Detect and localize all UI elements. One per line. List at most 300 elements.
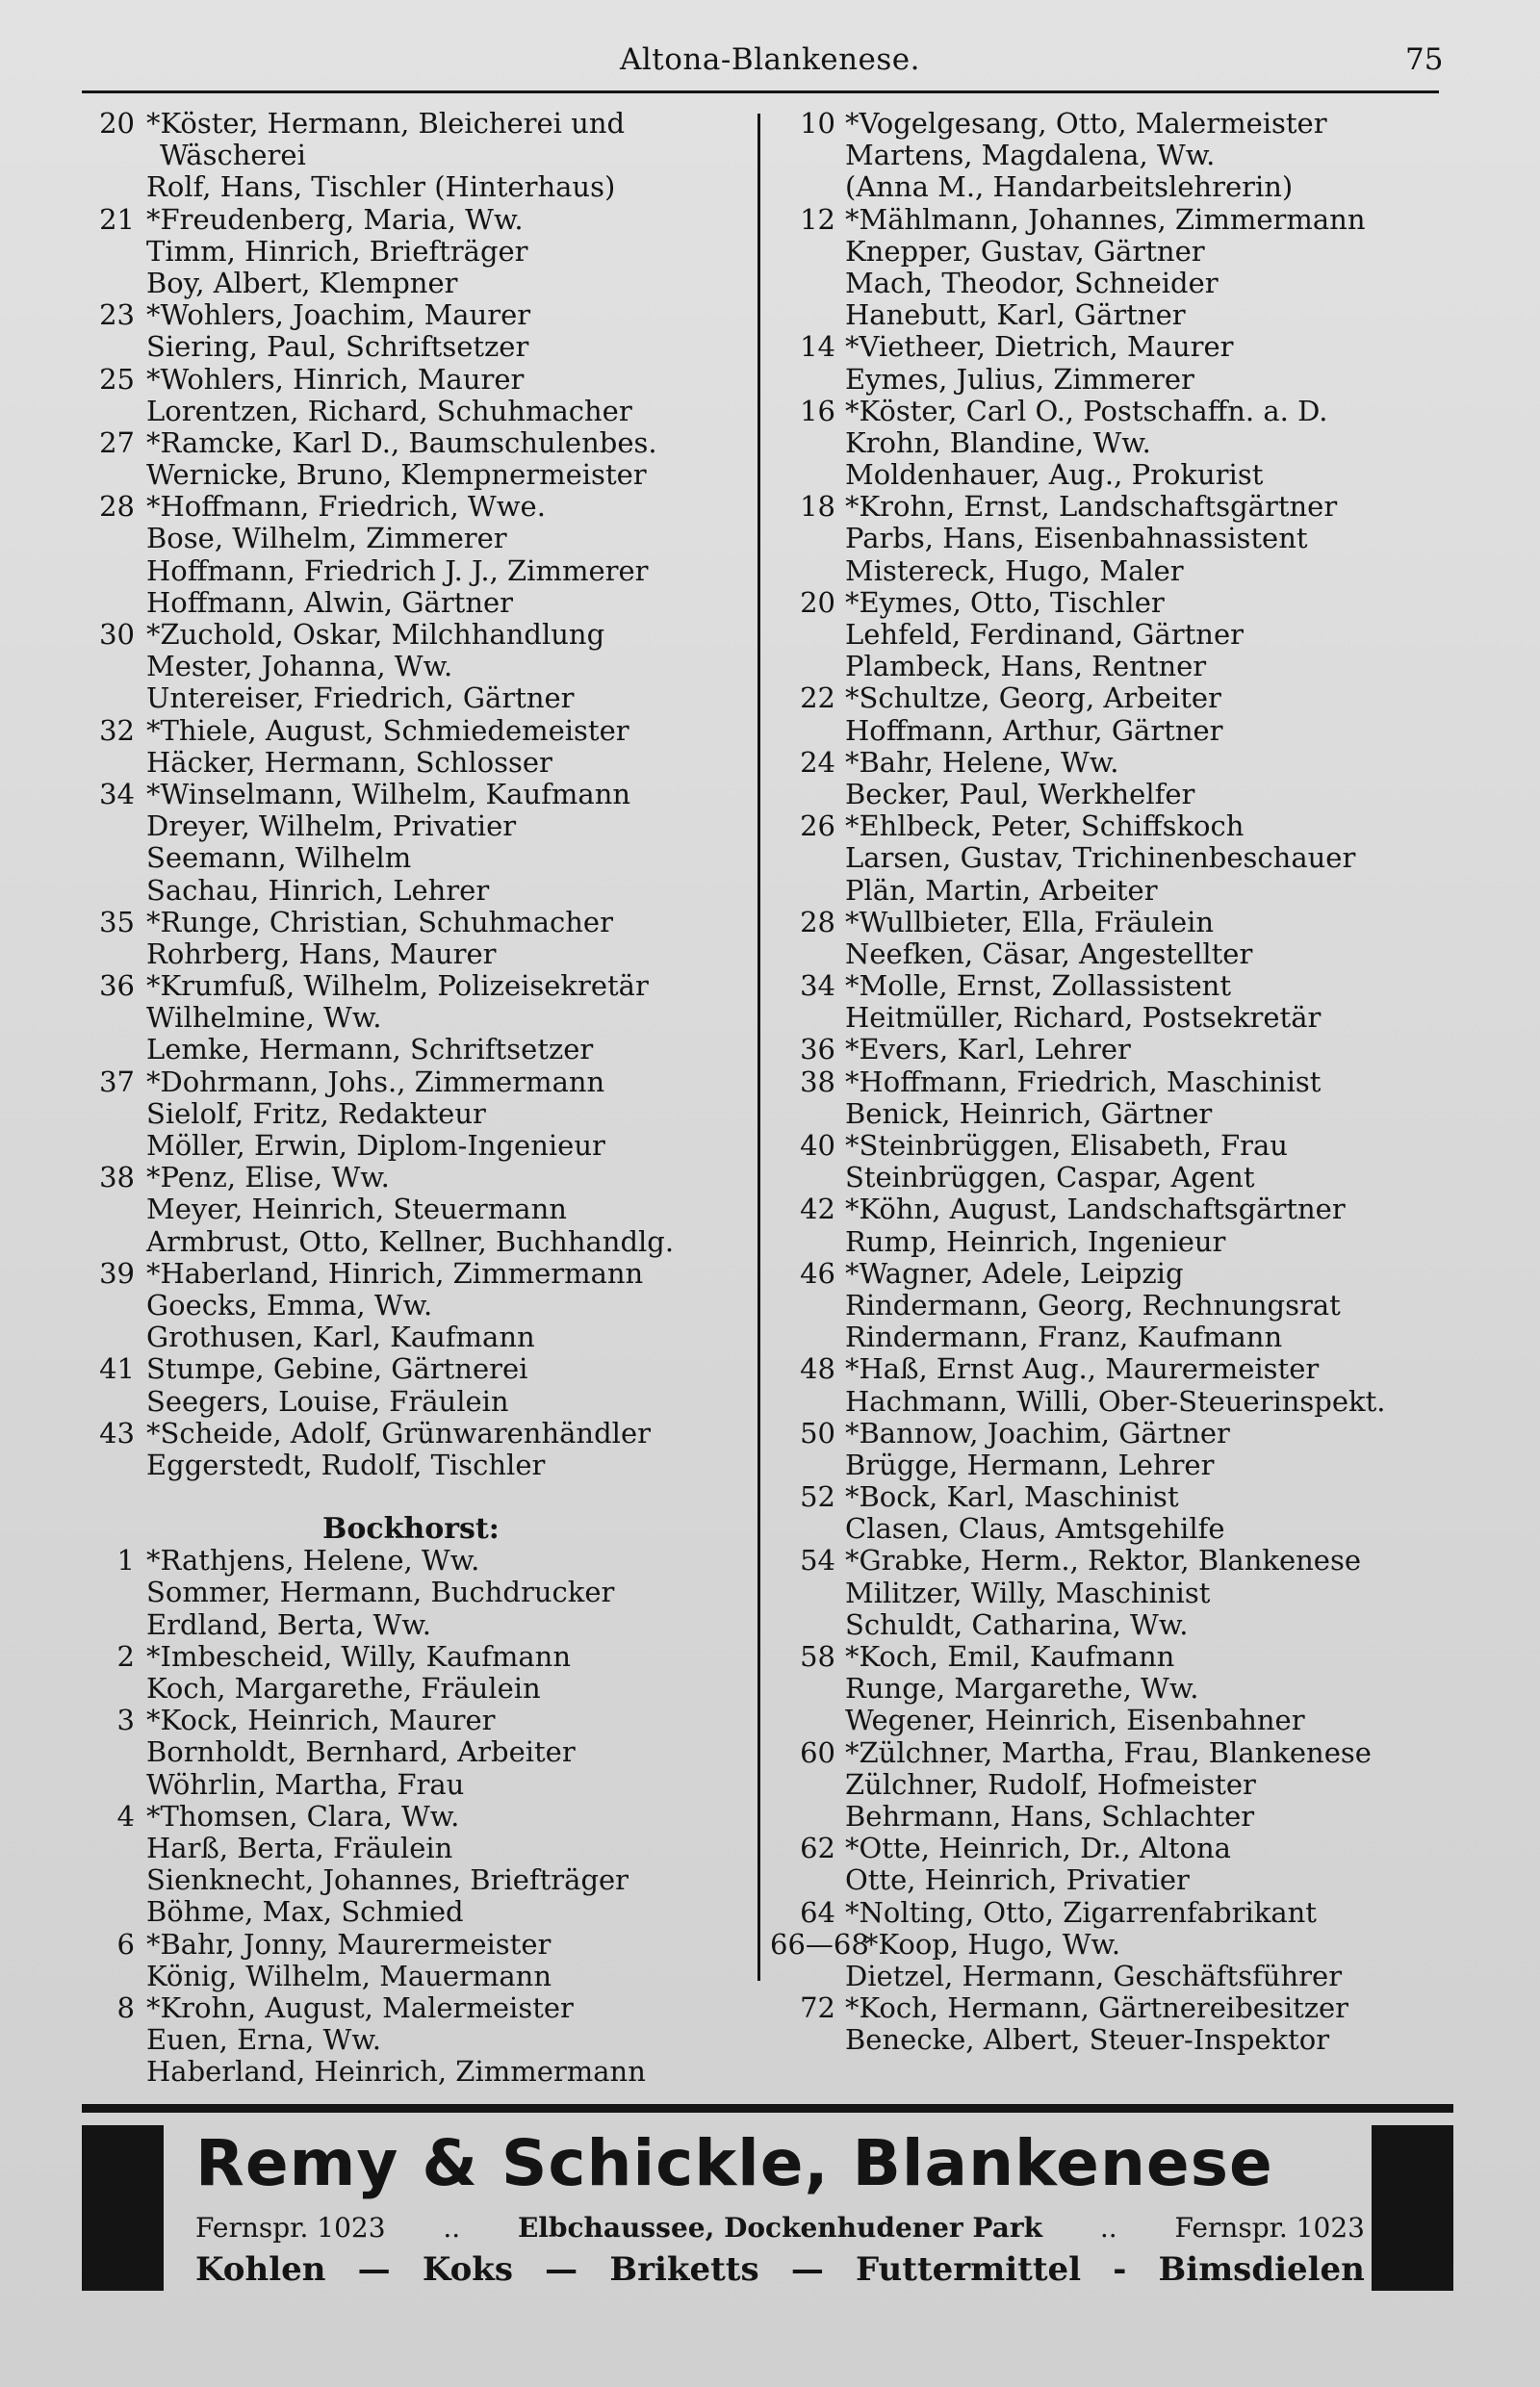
house-number: 72 [800, 1991, 835, 2025]
ad-product-separator: — [790, 2250, 824, 2289]
house-number: 2 [116, 1639, 135, 1673]
directory-entry [58, 523, 751, 554]
resident-name: Hoffmann, Arthur, Gärtner [845, 713, 1223, 747]
resident-name: Krohn, Blandine, Ww. [845, 425, 1151, 459]
directory-entry [58, 970, 751, 1002]
resident-name: Bose, Wilhelm, Zimmerer [146, 522, 507, 555]
directory-entry [770, 1992, 1463, 2024]
column-divider [757, 114, 760, 1981]
advertisement-products-line [195, 2250, 1365, 2289]
resident-name: *Köster, Carl O., Postschaffn. a. D. [845, 394, 1328, 427]
resident-name: Rindermann, Georg, Rechnungsrat [845, 1288, 1341, 1322]
ad-product: Kohlen [195, 2250, 326, 2289]
directory-entry [58, 779, 751, 810]
directory-entry [58, 1545, 751, 1577]
directory-entry [770, 1641, 1463, 1673]
resident-name: Timm, Hinrich, Briefträger [146, 234, 528, 268]
advertisement-left-block [82, 2125, 164, 2291]
directory-entry [58, 1864, 751, 1896]
resident-name: Mester, Johanna, Ww. [146, 650, 453, 683]
house-number: 48 [800, 1352, 835, 1386]
directory-entry [770, 1194, 1463, 1225]
resident-name: *Vietheer, Dietrich, Maurer [845, 330, 1234, 364]
directory-entry [58, 1833, 751, 1864]
house-number: 36 [99, 969, 135, 1003]
ad-product-separator: — [357, 2250, 391, 2289]
directory-entry [58, 1736, 751, 1768]
resident-name: Sienknecht, Johannes, Briefträger [146, 1863, 629, 1897]
resident-name: *Bock, Karl, Maschinist [845, 1480, 1179, 1514]
house-number: 54 [800, 1544, 835, 1578]
house-number: 38 [800, 1065, 835, 1098]
resident-name: Militzer, Willy, Maschinist [845, 1576, 1211, 1609]
resident-name: *Köhn, August, Landschaftsgärtner [845, 1193, 1346, 1226]
directory-entry [770, 1386, 1463, 1418]
directory-entry [58, 1801, 751, 1833]
house-number: 4 [116, 1799, 135, 1833]
directory-entry [770, 651, 1463, 682]
directory-entry [770, 299, 1463, 331]
directory-entry [58, 1418, 751, 1450]
directory-entry [58, 331, 751, 363]
resident-name: *Zülchner, Martha, Frau, Blankenese [845, 1735, 1372, 1769]
directory-entry [770, 1258, 1463, 1290]
resident-name: Wernicke, Bruno, Klempnermeister [146, 458, 647, 492]
house-number: 24 [800, 745, 835, 779]
advertisement-rule [82, 2104, 1453, 2113]
house-number: 34 [800, 969, 835, 1003]
resident-name: *Bahr, Helene, Ww. [845, 745, 1119, 779]
resident-name: Brügge, Hermann, Lehrer [845, 1448, 1215, 1481]
house-number: 23 [99, 298, 135, 332]
directory-entry [770, 1897, 1463, 1929]
resident-name: *Imbescheid, Willy, Kaufmann [146, 1639, 572, 1673]
directory-entry [58, 1929, 751, 1961]
house-number: 41 [99, 1352, 135, 1386]
resident-name: Behrmann, Hans, Schlachter [845, 1799, 1255, 1833]
directory-entry [770, 1226, 1463, 1258]
resident-name: (Anna M., Handarbeitslehrerin) [845, 170, 1294, 204]
resident-name: Eggerstedt, Rudolf, Tischler [146, 1448, 546, 1481]
directory-entry [770, 970, 1463, 1002]
resident-name: *Bahr, Jonny, Maurermeister [146, 1927, 552, 1961]
house-number: 30 [99, 618, 135, 651]
resident-name: Goecks, Emma, Ww. [146, 1288, 433, 1322]
house-number: 62 [800, 1832, 835, 1865]
resident-name: *Koop, Hugo, Ww. [864, 1927, 1121, 1961]
resident-name: Parbs, Hans, Eisenbahnassistent [845, 522, 1308, 555]
directory-entry [58, 171, 751, 203]
directory-entry [770, 1290, 1463, 1322]
directory-entry [770, 1353, 1463, 1385]
street-heading: Bockhorst: [322, 1512, 500, 1547]
resident-name: *Haß, Ernst Aug., Maurermeister [845, 1352, 1320, 1386]
resident-name: König, Wilhelm, Mauermann [146, 1959, 552, 1992]
directory-entry [770, 1929, 1463, 1961]
directory-entry [58, 1290, 751, 1322]
resident-name: *Wohlers, Joachim, Maurer [146, 298, 531, 332]
house-number: 35 [99, 905, 135, 938]
directory-entry [770, 396, 1463, 427]
directory-entry [770, 459, 1463, 491]
directory-entry [770, 1673, 1463, 1705]
ad-contact-part: .. [1099, 2212, 1117, 2244]
resident-name: Wöhrlin, Martha, Frau [146, 1767, 465, 1801]
resident-name: *Zuchold, Oskar, Milchhandlung [146, 618, 605, 651]
house-number: 10 [800, 107, 835, 140]
page-number: 75 [1405, 42, 1444, 77]
ad-contact-part: Elbchaussee, Dockenhudener Park [517, 2212, 1043, 2244]
directory-entry [58, 459, 751, 491]
directory-entry [58, 1450, 751, 1481]
resident-name: *Hoffmann, Friedrich, Maschinist [845, 1065, 1322, 1098]
resident-name: Plambeck, Hans, Rentner [845, 650, 1207, 683]
resident-name: Seegers, Louise, Fräulein [146, 1384, 509, 1418]
directory-entry [58, 1066, 751, 1098]
resident-name: Wegener, Heinrich, Eisenbahner [845, 1704, 1305, 1737]
directory-entry [58, 938, 751, 970]
directory-entry [770, 204, 1463, 236]
directory-entry [58, 204, 751, 236]
resident-name: *Scheide, Adolf, Grünwarenhändler [146, 1416, 651, 1450]
resident-name: Rolf, Hans, Tischler (Hinterhaus) [146, 170, 616, 204]
directory-entry [58, 1769, 751, 1801]
resident-name: Lemke, Hermann, Schriftsetzer [146, 1033, 594, 1066]
house-number: 21 [99, 202, 135, 236]
resident-name: Dreyer, Wilhelm, Privatier [146, 809, 517, 843]
directory-entry [58, 1641, 751, 1673]
resident-name: Schuldt, Catharina, Ww. [845, 1607, 1189, 1641]
resident-name: Siering, Paul, Schriftsetzer [146, 330, 529, 364]
house-number: 28 [99, 490, 135, 524]
resident-name: Euen, Erna, Ww. [146, 2023, 381, 2057]
resident-name: Lorentzen, Richard, Schuhmacher [146, 394, 632, 427]
directory-entry [58, 1322, 751, 1353]
resident-name: Eymes, Julius, Zimmerer [845, 362, 1194, 396]
directory-entry [58, 1162, 751, 1194]
resident-name: Benick, Heinrich, Gärtner [845, 1096, 1213, 1130]
house-number: 8 [116, 1990, 135, 2024]
resident-name: *Thiele, August, Schmiedemeister [146, 713, 629, 747]
resident-name: *Koch, Hermann, Gärtnereibesitzer [845, 1991, 1349, 2025]
resident-name: *Evers, Karl, Lehrer [845, 1033, 1131, 1066]
directory-entry [770, 842, 1463, 874]
right-column [770, 108, 1463, 2056]
directory-entry [770, 1450, 1463, 1481]
resident-name: Moldenhauer, Aug., Prokurist [845, 458, 1264, 492]
resident-name: Möller, Erwin, Diplom-Ingenieur [146, 1129, 605, 1162]
resident-name: Plän, Martin, Arbeiter [845, 873, 1158, 907]
directory-entry [770, 715, 1463, 747]
directory-entry [770, 108, 1463, 140]
resident-name: *Wagner, Adele, Leipzig [845, 1256, 1184, 1290]
directory-entry [58, 1258, 751, 1290]
resident-name: *Mählmann, Johannes, Zimmermann [845, 202, 1366, 236]
house-number: 20 [800, 585, 835, 619]
directory-entry [770, 1705, 1463, 1736]
resident-name: *Runge, Christian, Schuhmacher [146, 905, 613, 938]
resident-name: Meyer, Heinrich, Steuermann [146, 1193, 567, 1226]
directory-entry [58, 2024, 751, 2056]
resident-name: Sommer, Hermann, Buchdrucker [146, 1576, 615, 1609]
page-header-title: Altona-Blankenese. [619, 42, 921, 77]
directory-entry [58, 1226, 751, 1258]
resident-name: Untereiser, Friedrich, Gärtner [146, 681, 575, 715]
directory-entry [770, 364, 1463, 396]
resident-name: Knepper, Gustav, Gärtner [845, 234, 1205, 268]
directory-entry [58, 299, 751, 331]
resident-name: Erdland, Berta, Ww. [146, 1607, 431, 1641]
resident-name: *Grabke, Herm., Rektor, Blankenese [845, 1544, 1361, 1578]
resident-name: Rindermann, Franz, Kaufmann [845, 1321, 1283, 1354]
resident-name: *Krohn, August, Malermeister [146, 1990, 574, 2024]
resident-name: *Koch, Emil, Kaufmann [845, 1640, 1175, 1673]
header-rule [82, 90, 1439, 93]
directory-entry [770, 555, 1463, 587]
directory-entry [770, 1609, 1463, 1641]
directory-entry [58, 1386, 751, 1418]
resident-name: *Dohrmann, Johs., Zimmermann [146, 1065, 605, 1098]
directory-entry [58, 1961, 751, 1992]
house-number: 32 [99, 713, 135, 747]
directory-entry [770, 1961, 1463, 1992]
directory-entry [58, 1577, 751, 1608]
resident-name: Grothusen, Karl, Kaufmann [146, 1321, 535, 1354]
resident-name: Steinbrüggen, Caspar, Agent [845, 1161, 1255, 1194]
resident-name: Hoffmann, Alwin, Gärtner [146, 585, 514, 619]
house-number: 3 [116, 1704, 135, 1737]
house-number: 46 [800, 1256, 835, 1290]
directory-entry [770, 1162, 1463, 1194]
directory-entry [770, 1322, 1463, 1353]
resident-name: Häcker, Hermann, Schlosser [146, 745, 552, 779]
house-number: 38 [99, 1161, 135, 1194]
resident-name: Wilhelmine, Ww. [146, 1001, 382, 1035]
directory-entry [58, 1673, 751, 1705]
directory-entry [58, 1194, 751, 1225]
directory-entry [770, 427, 1463, 459]
directory-entry [58, 1353, 751, 1385]
directory-entry [58, 1002, 751, 1034]
resident-name: Boy, Albert, Klempner [146, 266, 458, 299]
directory-entry [58, 682, 751, 714]
directory-entry [58, 1098, 751, 1130]
directory-entry [58, 364, 751, 396]
resident-name: Dietzel, Hermann, Geschäftsführer [845, 1959, 1343, 1992]
house-number: 42 [800, 1193, 835, 1226]
resident-name: *Bannow, Joachim, Gärtner [845, 1416, 1230, 1450]
resident-name: Stumpe, Gebine, Gärtnerei [146, 1352, 528, 1386]
directory-entry [58, 1992, 751, 2024]
resident-name: Seemann, Wilhelm [146, 841, 412, 875]
resident-name: *Winselmann, Wilhelm, Kaufmann [146, 777, 631, 810]
directory-entry [770, 1801, 1463, 1833]
ad-product: Futtermittel [856, 2250, 1082, 2289]
ad-product-separator: - [1113, 2250, 1127, 2289]
resident-name: Heitmüller, Richard, Postsekretär [845, 1001, 1322, 1035]
directory-entry [770, 1034, 1463, 1065]
house-number: 50 [800, 1416, 835, 1450]
directory-entry [58, 1896, 751, 1928]
directory-entry [770, 938, 1463, 970]
ad-product: Bimsdielen [1158, 2250, 1365, 2289]
resident-name: Hanebutt, Karl, Gärtner [845, 298, 1186, 332]
resident-name: Benecke, Albert, Steuer-Inspektor [845, 2023, 1330, 2057]
resident-name: Neefken, Cäsar, Angestellter [845, 937, 1253, 970]
directory-entry [770, 1737, 1463, 1769]
resident-name: Mach, Theodor, Schneider [845, 266, 1219, 299]
directory-entry [58, 651, 751, 682]
resident-name: *Hoffmann, Friedrich, Wwe. [146, 490, 546, 524]
house-number: 22 [800, 681, 835, 715]
resident-name: *Ehlbeck, Peter, Schiffskoch [845, 809, 1245, 843]
directory-entry [770, 810, 1463, 842]
directory-entry [58, 555, 751, 587]
directory-entry [58, 587, 751, 619]
house-number: 40 [800, 1129, 835, 1162]
resident-name: *Molle, Ernst, Zollassistent [845, 969, 1232, 1003]
directory-entry [770, 331, 1463, 363]
directory-entry [58, 268, 751, 299]
house-number: 20 [99, 107, 135, 140]
directory-entry [58, 907, 751, 938]
directory-entry [770, 747, 1463, 779]
ad-product-separator: — [545, 2250, 578, 2289]
directory-entry [770, 779, 1463, 810]
directory-entry [58, 842, 751, 874]
ad-product: Koks [422, 2250, 513, 2289]
directory-entry [58, 236, 751, 268]
resident-name: Koch, Margarethe, Fräulein [146, 1672, 541, 1705]
house-number: 26 [800, 809, 835, 843]
resident-name: *Nolting, Otto, Zigarrenfabrikant [845, 1895, 1317, 1929]
directory-entry [58, 140, 751, 171]
house-number: 12 [800, 202, 835, 236]
resident-name: *Köster, Hermann, Bleicherei und [146, 107, 626, 140]
resident-name: *Wohlers, Hinrich, Maurer [146, 362, 525, 396]
directory-entry [58, 875, 751, 907]
directory-entry [58, 396, 751, 427]
left-column [58, 108, 751, 2088]
advertisement-right-block [1372, 2125, 1453, 2291]
directory-entry [770, 491, 1463, 523]
house-number: 36 [800, 1033, 835, 1066]
house-number: 43 [99, 1416, 135, 1450]
directory-entry [770, 236, 1463, 268]
resident-name: *Ramcke, Karl D., Baumschulenbes. [146, 425, 657, 459]
house-number: 52 [800, 1480, 835, 1514]
directory-entry [58, 491, 751, 523]
directory-entry [770, 1864, 1463, 1896]
house-number: 16 [800, 394, 835, 427]
directory-entry [770, 523, 1463, 554]
house-number: 66—68 [770, 1927, 869, 1961]
directory-entry [58, 715, 751, 747]
ad-contact-part: Fernspr. 1023 [195, 2212, 386, 2244]
directory-entry [770, 1833, 1463, 1864]
house-number: 39 [99, 1256, 135, 1290]
advertisement [82, 2125, 1453, 2291]
resident-name: Sachau, Hinrich, Lehrer [146, 873, 490, 907]
resident-name: Sielolf, Fritz, Redakteur [146, 1096, 486, 1130]
directory-entry [770, 1578, 1463, 1609]
directory-entry [770, 171, 1463, 203]
resident-name: *Schultze, Georg, Arbeiter [845, 681, 1221, 715]
resident-name: Rohrberg, Hans, Maurer [146, 937, 497, 970]
directory-entry [770, 682, 1463, 714]
resident-name: *Wullbieter, Ella, Fräulein [845, 905, 1215, 938]
advertisement-title: Remy & Schickle, Blankenese [195, 2126, 1273, 2200]
directory-entry [58, 427, 751, 459]
resident-name: *Haberland, Hinrich, Zimmermann [146, 1256, 644, 1290]
resident-name: *Kock, Heinrich, Maurer [146, 1704, 496, 1737]
house-number: 14 [800, 330, 835, 364]
advertisement-contact-line [195, 2212, 1365, 2245]
house-number: 37 [99, 1065, 135, 1098]
directory-entry [770, 619, 1463, 651]
resident-name: *Krohn, Ernst, Landschaftsgärtner [845, 490, 1338, 524]
house-number: 18 [800, 490, 835, 524]
directory-entry [58, 747, 751, 779]
resident-name: Lehfeld, Ferdinand, Gärtner [845, 618, 1244, 651]
resident-name: Böhme, Max, Schmied [146, 1895, 464, 1929]
directory-entry [58, 1034, 751, 1065]
resident-name: Mistereck, Hugo, Maler [845, 553, 1184, 587]
directory-entry [58, 810, 751, 842]
directory-entry [770, 1098, 1463, 1130]
resident-name: *Otte, Heinrich, Dr., Altona [845, 1832, 1231, 1865]
directory-entry [770, 1513, 1463, 1545]
directory-entry [770, 875, 1463, 907]
resident-name: *Rathjens, Helene, Ww. [146, 1544, 480, 1578]
house-number: 27 [99, 425, 135, 459]
resident-name: Becker, Paul, Werkhelfer [845, 777, 1195, 810]
ad-product: Briketts [609, 2250, 759, 2289]
resident-name: Otte, Heinrich, Privatier [845, 1863, 1190, 1897]
directory-entry [58, 108, 751, 140]
resident-name: *Thomsen, Clara, Ww. [146, 1799, 460, 1833]
directory-entry [770, 1066, 1463, 1098]
resident-name: Wäscherei [160, 139, 306, 172]
directory-entry [58, 1705, 751, 1736]
directory-entry [770, 268, 1463, 299]
house-number: 25 [99, 362, 135, 396]
resident-name: *Krumfuß, Wilhelm, Polizeisekretär [146, 969, 649, 1003]
resident-name: *Eymes, Otto, Tischler [845, 585, 1165, 619]
directory-entry [58, 619, 751, 651]
directory-entry [58, 2056, 751, 2088]
house-number: 60 [800, 1735, 835, 1769]
ad-contact-part: .. [443, 2212, 461, 2244]
house-number: 6 [116, 1927, 135, 1961]
resident-name: *Steinbrüggen, Elisabeth, Frau [845, 1129, 1288, 1162]
resident-name: Clasen, Claus, Amtsgehilfe [845, 1512, 1225, 1546]
resident-name: Rump, Heinrich, Ingenieur [845, 1224, 1226, 1258]
directory-entry [770, 2024, 1463, 2056]
resident-name: Martens, Magdalena, Ww. [845, 139, 1216, 172]
resident-name: Haberland, Heinrich, Zimmermann [146, 2055, 646, 2089]
resident-name: Harß, Berta, Fräulein [146, 1831, 453, 1864]
directory-entry [770, 140, 1463, 171]
resident-name: *Vogelgesang, Otto, Malermeister [845, 107, 1327, 140]
ad-contact-part: Fernspr. 1023 [1174, 2212, 1365, 2244]
resident-name: Zülchner, Rudolf, Hofmeister [845, 1767, 1256, 1801]
resident-name: Larsen, Gustav, Trichinenbeschauer [845, 841, 1356, 875]
directory-entry [770, 1418, 1463, 1450]
house-number: 28 [800, 905, 835, 938]
resident-name: Bornholdt, Bernhard, Arbeiter [146, 1735, 576, 1769]
house-number: 1 [116, 1544, 135, 1578]
